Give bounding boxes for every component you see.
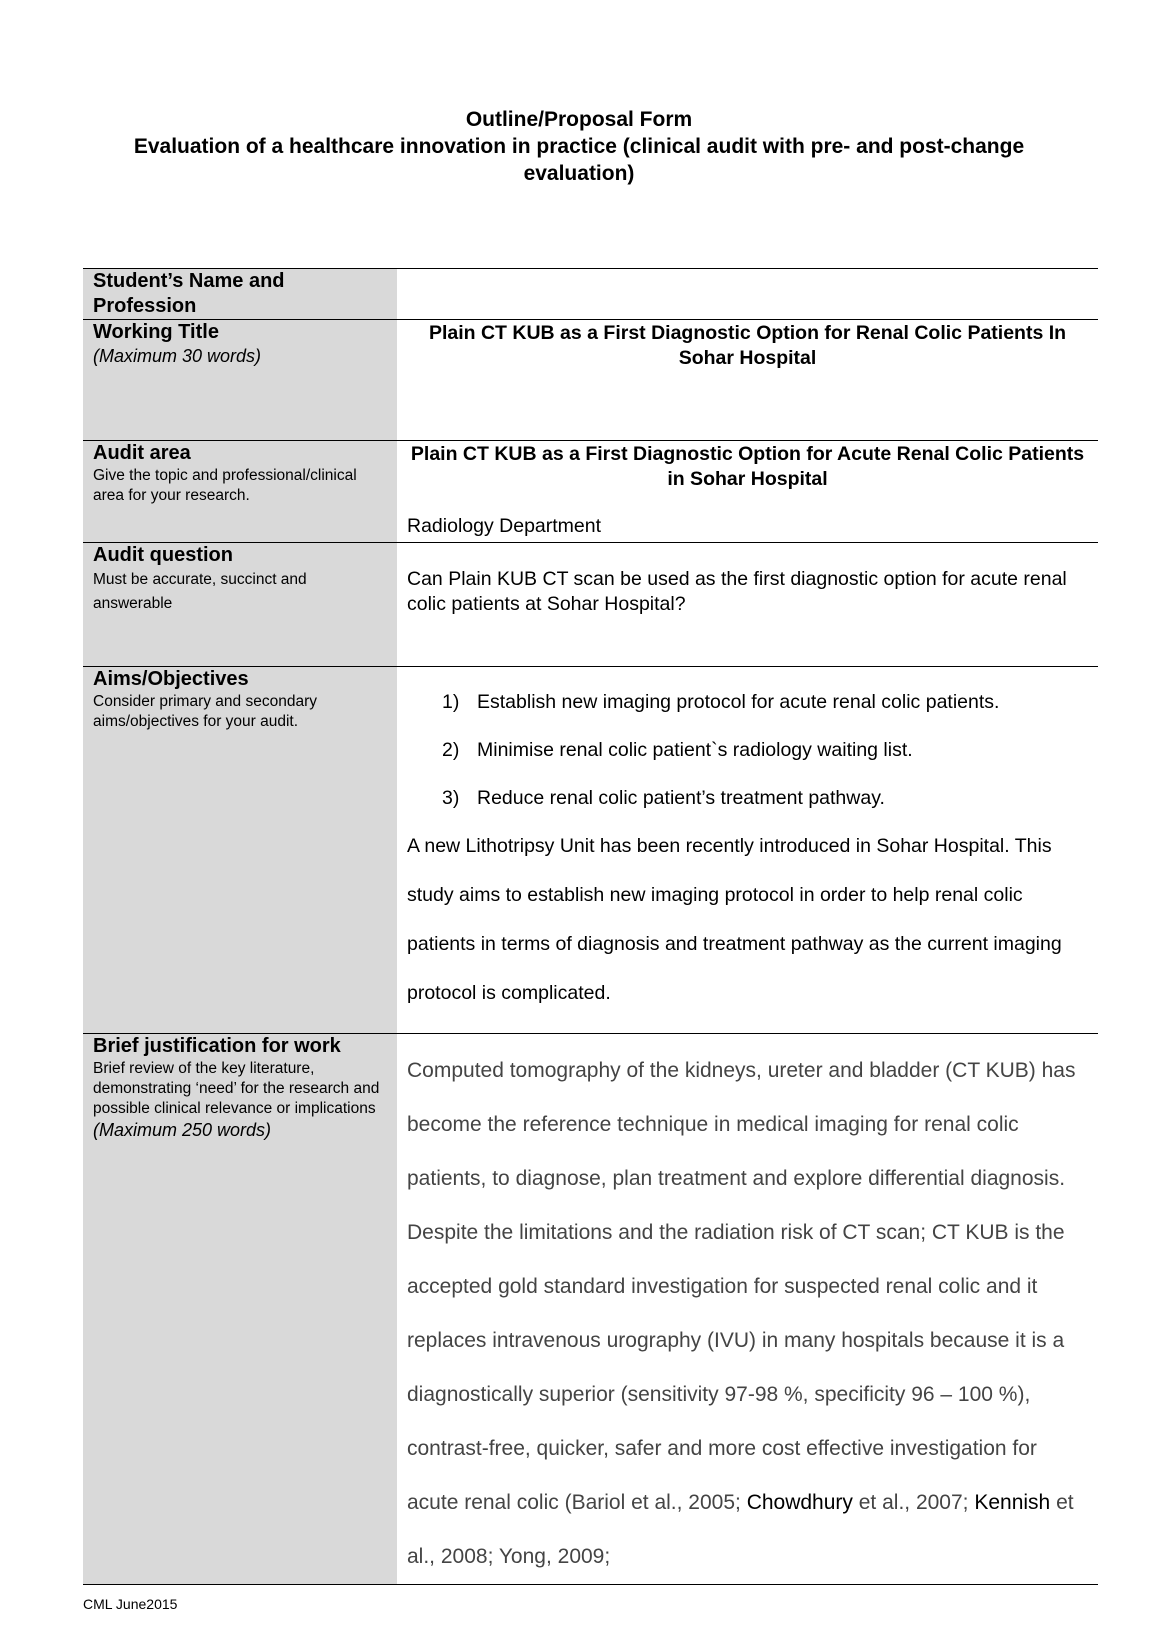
justification-hint: Brief review of the key literature, demonstrating ‘need’ for the research and possible clinical relevance or implications <box>93 1060 380 1117</box>
audit-area-label-cell <box>83 441 397 543</box>
proposal-form-table <box>83 268 1098 1585</box>
working-title-label-cell <box>83 320 397 441</box>
audit-area-value-cell[interactable] <box>397 441 1098 543</box>
row-student <box>83 269 1098 320</box>
row-working-title <box>83 320 1098 441</box>
audit-area-hint: Give the topic and professional/clinical area for your research. <box>93 467 357 504</box>
justification-value-cell[interactable] <box>397 1034 1098 1585</box>
aims-label-cell <box>83 667 397 1034</box>
justification-label-cell <box>83 1034 397 1585</box>
working-title-hint: (Maximum 30 words) <box>93 346 262 366</box>
aims-item: 2) Minimise renal colic patient`s radiology waiting list. <box>442 739 913 761</box>
page-footer: CML June2015 <box>83 1596 178 1612</box>
audit-area-title: Plain CT KUB as a First Diagnostic Option for Acute Renal Colic Patients in Sohar Hospital <box>410 443 1085 490</box>
row-justification <box>83 1034 1098 1585</box>
aims-list <box>407 678 1088 822</box>
row-audit-area <box>83 441 1098 543</box>
working-title-label: Working Title <box>93 321 219 343</box>
aims-paragraph: A new Lithotripsy Unit has been recently introduced in Sohar Hospital. This study aims to establish new imaging protocol in order to help renal colic patients in terms of diagnosis and treatment pathway as the current imaging protocol is complicated. <box>407 835 1062 1004</box>
student-label-cell <box>83 269 397 320</box>
working-title-value: Plain CT KUB as a First Diagnostic Option for Renal Colic Patients In Sohar Hospital <box>428 322 1067 369</box>
form-title: Outline/Proposal Form <box>465 108 693 131</box>
aims-item: 1) Establish new imaging protocol for acute renal colic patients. <box>442 691 1000 713</box>
audit-question-value: Can Plain KUB CT scan be used as the first diagnostic option for acute renal colic patients at Sohar Hospital? <box>407 568 1067 615</box>
justification-max-words: (Maximum 250 words) <box>93 1120 272 1140</box>
justification-text: Computed tomography of the kidneys, ureter and bladder (CT KUB) has become the reference technique in medical imaging for renal colic patients, to diagnose, plan treatment and explore differential diagnosis. Despite the limitations and the radiation risk of CT scan; CT KUB is the accepted gold standard investigation for suspected renal colic and it replaces intravenous urography (IVU) in many hospitals because it is a diagnostically superior (sensitivity 97-98 %, specificity 96 – 100 %), contrast-free, quicker, safer and more cost effective investigation for acute renal colic (Bariol et al., 2005; Chowdhury et al., 2007; Kennish et al., 2008; Yong, 2009; <box>407 1059 1076 1568</box>
audit-question-hint: Must be accurate, succinct and answerable <box>93 571 307 612</box>
row-audit-question <box>83 543 1098 667</box>
audit-question-value-cell[interactable] <box>397 543 1098 667</box>
student-label: Student’s Name and Profession <box>93 270 285 317</box>
audit-area-department: Radiology Department <box>407 515 602 537</box>
aims-label: Aims/Objectives <box>93 668 249 690</box>
student-value-cell[interactable] <box>397 269 1098 320</box>
form-header <box>0 106 1158 187</box>
justification-label: Brief justification for work <box>93 1035 341 1057</box>
audit-area-label: Audit area <box>93 442 191 464</box>
audit-question-label-cell <box>83 543 397 667</box>
row-aims <box>83 667 1098 1034</box>
aims-item: 3) Reduce renal colic patient’s treatment pathway. <box>442 787 885 809</box>
aims-value-cell[interactable] <box>397 667 1098 1034</box>
audit-question-label: Audit question <box>93 544 233 566</box>
working-title-value-cell[interactable] <box>397 320 1098 441</box>
aims-hint: Consider primary and secondary aims/objectives for your audit. <box>93 693 317 730</box>
form-subtitle: Evaluation of a healthcare innovation in practice (clinical audit with pre- and post-change evaluation) <box>133 135 1025 185</box>
